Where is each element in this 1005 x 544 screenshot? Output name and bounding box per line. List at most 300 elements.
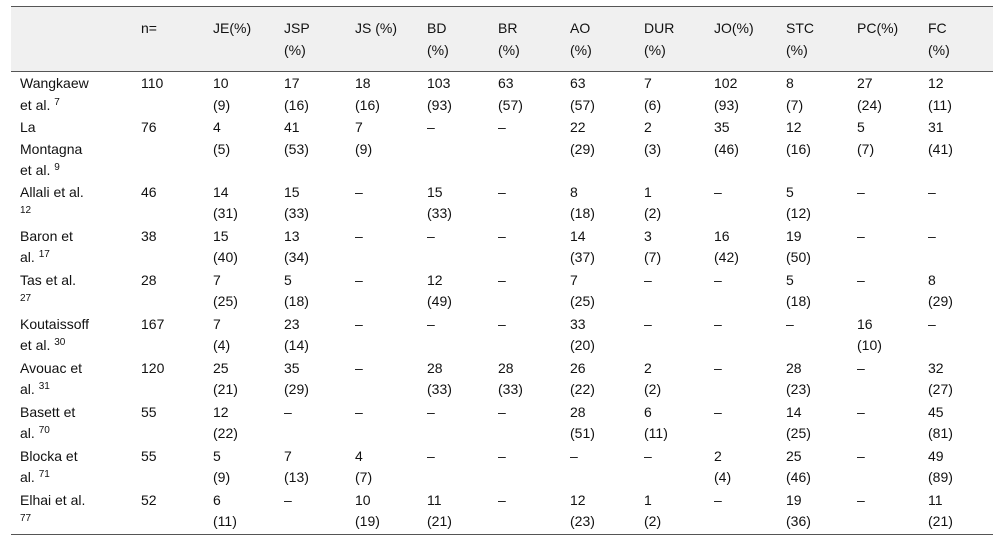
value-line: 8	[928, 271, 936, 288]
value-line: (9)	[355, 140, 373, 157]
study-cell	[11, 226, 132, 270]
value-line: –	[284, 403, 292, 420]
value-line: –	[857, 447, 865, 464]
study-cell	[11, 490, 132, 535]
header-bd	[418, 7, 489, 72]
value-line: 1	[644, 491, 652, 508]
reference-number: 7	[54, 96, 60, 108]
value-cell-pc	[848, 490, 919, 535]
header-row	[11, 7, 993, 72]
value-line: –	[355, 271, 363, 288]
study-name-line: Baron et	[20, 227, 73, 244]
value-cell-br	[489, 270, 561, 314]
reference-number: 71	[38, 469, 50, 480]
table-row	[11, 226, 993, 270]
value-line: 27	[857, 75, 873, 91]
value-cell-stc	[777, 226, 848, 270]
reference-number: 9	[54, 162, 60, 173]
header-ao-line: (%)	[570, 41, 592, 58]
value-cell-jo	[705, 182, 777, 226]
value-line: 5	[857, 119, 865, 135]
value-line: 10	[213, 75, 229, 91]
value-line: (19)	[355, 513, 380, 529]
header-fc-line: (%)	[928, 41, 950, 58]
value-line: –	[714, 315, 722, 332]
value-line: –	[644, 271, 652, 288]
value-line: –	[928, 227, 936, 244]
value-line: 15	[427, 183, 443, 200]
value-cell-je	[204, 226, 275, 270]
value-line: 5	[786, 271, 794, 288]
value-cell-stc	[777, 358, 848, 402]
value-cell-dur	[635, 226, 705, 270]
value-cell-js	[346, 314, 418, 358]
value-line: (7)	[644, 249, 662, 265]
study-name-line: Avouac et	[20, 359, 83, 376]
value-line: 19	[786, 491, 802, 508]
value-cell-je	[204, 490, 275, 535]
value-cell-je	[204, 314, 275, 358]
study-cell	[11, 72, 132, 118]
sample-size-cell: 76	[141, 119, 157, 135]
value-line: 8	[570, 183, 578, 200]
value-line: 6	[644, 403, 652, 420]
table-row	[11, 490, 993, 535]
sample-size-cell: 120	[141, 359, 165, 376]
value-cell-stc	[777, 182, 848, 226]
value-line: –	[427, 315, 435, 332]
value-cell-bd	[418, 490, 489, 535]
value-line: 2	[714, 447, 722, 464]
value-cell-je	[204, 182, 275, 226]
value-cell-dur	[635, 117, 705, 182]
value-cell-bd	[418, 358, 489, 402]
study-name-line: al. $^{71}$	[20, 469, 50, 485]
header-je-line: JE(%)	[213, 20, 252, 36]
value-line: 41	[284, 119, 300, 135]
header-jsp-line: JSP	[284, 20, 310, 36]
value-cell-ao	[561, 72, 635, 118]
value-line: (7)	[786, 96, 804, 113]
value-cell-fc	[919, 270, 974, 314]
value-line: (46)	[714, 140, 739, 157]
value-cell-jsp	[275, 182, 346, 226]
header-br-line: BR	[498, 20, 518, 36]
value-line: (51)	[570, 425, 595, 441]
value-cell-stc	[777, 402, 848, 446]
value-cell-ao	[561, 358, 635, 402]
header-br-line: (%)	[498, 41, 520, 58]
value-line: (29)	[284, 381, 309, 397]
header-jsp	[275, 7, 346, 72]
study-name-line: Elhai et al.	[20, 491, 86, 508]
value-line: (14)	[284, 337, 309, 353]
value-cell-js	[346, 226, 418, 270]
value-line: 28	[786, 359, 802, 376]
value-line: 12	[427, 271, 443, 288]
value-line: –	[714, 183, 722, 200]
value-cell-br	[489, 490, 561, 535]
value-line: 63	[570, 75, 586, 91]
value-cell-br	[489, 72, 561, 118]
value-cell-ao	[561, 490, 635, 535]
value-line: –	[714, 491, 722, 508]
value-line: –	[857, 183, 865, 200]
value-line: 18	[355, 75, 371, 91]
value-cell-je	[204, 72, 275, 118]
value-line: (40)	[213, 249, 238, 265]
reference-number: 31	[38, 381, 50, 392]
value-line: 7	[644, 75, 652, 91]
table-header	[11, 7, 993, 72]
value-line: 14	[570, 227, 586, 244]
value-line: (4)	[213, 337, 231, 353]
value-line: (29)	[570, 140, 595, 157]
reference-number: 30	[54, 337, 66, 348]
study-name-line: et al. $^7$	[20, 96, 60, 113]
value-line: (57)	[570, 96, 595, 113]
value-cell-bd	[418, 402, 489, 446]
value-line: –	[857, 227, 865, 244]
table-body	[11, 72, 993, 535]
value-line: 2	[644, 119, 652, 135]
value-line: –	[355, 315, 363, 332]
value-line: (33)	[498, 381, 523, 397]
value-cell-bd	[418, 270, 489, 314]
value-line: 1	[644, 183, 652, 200]
value-line: (29)	[928, 293, 953, 309]
header-stc-line: (%)	[786, 41, 808, 58]
value-line: (11)	[213, 513, 237, 529]
value-cell-ao	[561, 226, 635, 270]
value-line: (41)	[928, 140, 953, 157]
value-line: (2)	[644, 205, 662, 221]
value-line: 32	[928, 359, 944, 376]
header-js-line: JS (%)	[355, 20, 397, 36]
value-line: –	[355, 403, 363, 420]
value-cell-jo	[705, 358, 777, 402]
value-line: –	[355, 227, 363, 244]
study-name-line: Allali et al.	[20, 183, 84, 200]
value-line: –	[498, 403, 506, 420]
value-line: (22)	[570, 381, 595, 397]
study-name-line	[20, 291, 126, 313]
study-name-line: Koutaissoff	[20, 315, 90, 332]
header-dur-line: DUR	[644, 20, 675, 36]
value-line: (2)	[644, 381, 662, 397]
value-line: (36)	[786, 513, 811, 529]
value-cell-jo	[705, 226, 777, 270]
value-line: 7	[284, 447, 292, 464]
sample-size-cell: 110	[141, 75, 164, 91]
value-line: (27)	[928, 381, 953, 397]
value-line: (6)	[644, 96, 662, 113]
table-row	[11, 314, 993, 358]
value-line: –	[284, 491, 292, 508]
value-cell-fc	[919, 226, 974, 270]
value-cell-je	[204, 446, 275, 490]
value-cell-pc	[848, 270, 919, 314]
value-line: 2	[644, 359, 652, 376]
header-dur	[635, 7, 705, 72]
header-jsp-line: (%)	[284, 41, 306, 58]
value-cell-br	[489, 446, 561, 490]
value-line: (21)	[213, 381, 238, 397]
value-cell-je	[204, 358, 275, 402]
value-line: –	[427, 119, 435, 135]
value-cell-js	[346, 270, 418, 314]
value-line: 103	[427, 75, 451, 91]
value-line: (25)	[570, 293, 595, 309]
table-row	[11, 446, 993, 490]
value-cell-pc	[848, 182, 919, 226]
value-line: (37)	[570, 249, 595, 265]
reference-number: 17	[38, 249, 50, 260]
value-cell-jsp	[275, 226, 346, 270]
header-je	[204, 7, 275, 72]
study-name-line: Tas et al.	[20, 271, 77, 288]
value-line: 4	[355, 447, 363, 464]
study-name-line: et al. $^9$	[20, 162, 60, 178]
value-cell-bd	[418, 72, 489, 118]
value-line: 11	[928, 491, 943, 508]
value-cell-br	[489, 182, 561, 226]
value-line: (25)	[213, 293, 238, 309]
value-cell-pc	[848, 314, 919, 358]
value-line: (13)	[284, 469, 309, 485]
value-cell-jsp	[275, 358, 346, 402]
value-line: 63	[498, 75, 514, 91]
value-line: (33)	[427, 205, 452, 221]
value-cell-bd	[418, 446, 489, 490]
value-line: 6	[213, 491, 221, 508]
value-line: (5)	[213, 140, 231, 157]
study-cell	[11, 358, 132, 402]
reference-number: 77	[20, 513, 32, 524]
study-cell	[11, 314, 132, 358]
table-row	[11, 358, 993, 402]
value-line: (23)	[786, 381, 811, 397]
value-cell-je	[204, 402, 275, 446]
sample-size-cell: 46	[141, 183, 157, 200]
value-line: –	[498, 271, 506, 288]
value-cell-js	[346, 358, 418, 402]
value-line: 22	[570, 119, 586, 135]
header-dur-line: (%)	[644, 41, 666, 58]
value-cell-bd	[418, 314, 489, 358]
value-cell-jo	[705, 446, 777, 490]
value-line: (7)	[355, 469, 373, 485]
value-line: 16	[714, 227, 730, 244]
reference-number: 70	[38, 425, 50, 436]
header-n	[132, 7, 204, 72]
header-fc	[919, 7, 974, 72]
value-cell-jsp	[275, 402, 346, 446]
value-line: (24)	[857, 96, 882, 113]
value-cell-ao	[561, 182, 635, 226]
value-cell-ao	[561, 117, 635, 182]
value-cell-bd	[418, 117, 489, 182]
value-cell-stc	[777, 72, 848, 118]
value-cell-js	[346, 182, 418, 226]
value-line: (3)	[644, 140, 662, 157]
header-jo	[705, 7, 777, 72]
value-line: (33)	[284, 205, 309, 221]
value-line: (46)	[786, 469, 811, 485]
value-line: 4	[213, 119, 221, 135]
value-cell-stc	[777, 314, 848, 358]
value-line: (53)	[284, 140, 309, 157]
value-line: –	[857, 491, 865, 508]
value-line: 11	[427, 491, 442, 508]
value-line: –	[355, 183, 363, 200]
value-cell-fc	[919, 402, 974, 446]
value-cell-dur	[635, 270, 705, 314]
value-line: –	[355, 359, 363, 376]
value-line: 12	[928, 75, 944, 91]
value-cell-jsp	[275, 314, 346, 358]
study-name-line: Montagna	[20, 140, 83, 157]
reference-number: 27	[20, 293, 32, 304]
value-cell-pc	[848, 446, 919, 490]
value-line: 15	[284, 183, 300, 200]
value-line: (9)	[213, 469, 231, 485]
value-cell-dur	[635, 446, 705, 490]
table-container	[11, 6, 993, 535]
value-line: 19	[786, 227, 802, 244]
value-cell-fc	[919, 358, 974, 402]
value-line: –	[570, 447, 578, 464]
value-line: (16)	[355, 96, 380, 113]
value-line: (20)	[570, 337, 595, 353]
value-cell-ao	[561, 270, 635, 314]
header-br	[489, 7, 561, 72]
value-line: 12	[213, 403, 229, 420]
reference-number: 12	[20, 205, 32, 216]
value-line: –	[714, 271, 722, 288]
value-line: (11)	[644, 425, 668, 441]
study-name-line: Basett et	[20, 403, 76, 420]
value-line: 14	[786, 403, 802, 420]
value-cell-pc	[848, 72, 919, 118]
value-cell-js	[346, 446, 418, 490]
value-cell-fc	[919, 72, 974, 118]
table-row	[11, 182, 993, 226]
value-line: 17	[284, 75, 300, 91]
header-ao	[561, 7, 635, 72]
sample-size-cell: 52	[132, 490, 204, 535]
value-cell-pc	[848, 402, 919, 446]
value-cell-js	[346, 72, 418, 118]
value-cell-jo	[705, 117, 777, 182]
value-cell-br	[489, 226, 561, 270]
sample-size-cell: 28	[141, 271, 157, 288]
value-line: (93)	[427, 96, 452, 113]
value-line: 26	[570, 359, 586, 376]
value-cell-pc	[848, 117, 919, 182]
table-row	[11, 117, 993, 182]
value-line: 35	[284, 359, 300, 376]
value-cell-js	[346, 117, 418, 182]
value-line: –	[427, 447, 435, 464]
value-line: –	[427, 227, 435, 244]
value-line: 5	[213, 447, 221, 464]
value-line: (18)	[786, 293, 811, 309]
value-line: 13	[284, 227, 300, 244]
value-cell-bd	[418, 226, 489, 270]
study-cell	[11, 182, 132, 226]
study-name-line: al. $^{17}$	[20, 249, 50, 265]
sample-size-cell: 55	[141, 447, 157, 464]
study-cell	[11, 270, 132, 314]
value-line: –	[644, 315, 652, 332]
value-line: (18)	[570, 205, 595, 221]
value-line: 31	[928, 119, 944, 135]
value-cell-stc	[777, 490, 848, 535]
value-line: 33	[570, 315, 586, 332]
value-cell-jsp	[275, 270, 346, 314]
value-line: 7	[213, 315, 221, 332]
value-line: (33)	[427, 381, 452, 397]
header-stc-line: STC	[786, 20, 814, 36]
value-cell-jsp	[275, 446, 346, 490]
value-cell-stc	[777, 446, 848, 490]
value-cell-jsp	[275, 72, 346, 118]
value-line: 25	[786, 447, 802, 464]
value-cell-fc	[919, 490, 974, 535]
study-cell	[11, 446, 132, 490]
value-line: 7	[570, 271, 578, 288]
table-row	[11, 270, 993, 314]
value-line: 28	[498, 359, 514, 376]
value-cell-dur	[635, 314, 705, 358]
value-line: (16)	[284, 96, 309, 113]
value-line: (18)	[284, 293, 309, 309]
value-cell-pc	[848, 226, 919, 270]
sample-size-cell: 38	[141, 227, 157, 244]
study-cell	[11, 402, 132, 446]
value-line: –	[498, 119, 506, 135]
header-ao-line: AO	[570, 20, 591, 36]
value-line: 102	[714, 75, 738, 91]
value-cell-dur	[635, 402, 705, 446]
value-line: 12	[570, 491, 586, 508]
study-name-line: et al. $^{30}$	[20, 337, 66, 353]
value-cell-jo	[705, 314, 777, 358]
value-line: (49)	[427, 293, 452, 309]
header-fc-line: FC	[928, 20, 947, 36]
value-line: 28	[570, 403, 586, 420]
value-line: 8	[786, 75, 794, 91]
value-line: 5	[284, 271, 292, 288]
value-cell-br	[489, 358, 561, 402]
value-cell-dur	[635, 72, 705, 118]
value-cell-jo	[705, 402, 777, 446]
value-line: (12)	[786, 205, 811, 221]
value-line: (81)	[928, 425, 953, 441]
value-line: 7	[213, 271, 221, 288]
value-line: (4)	[714, 469, 732, 485]
value-cell-br	[489, 314, 561, 358]
value-line: –	[498, 447, 506, 464]
header-stc	[777, 7, 848, 72]
value-line: (34)	[284, 249, 309, 265]
value-line: 5	[786, 183, 794, 200]
value-line: (16)	[786, 140, 811, 157]
value-line: (10)	[857, 337, 882, 353]
value-line: (22)	[213, 425, 238, 441]
value-line: (7)	[857, 140, 875, 157]
